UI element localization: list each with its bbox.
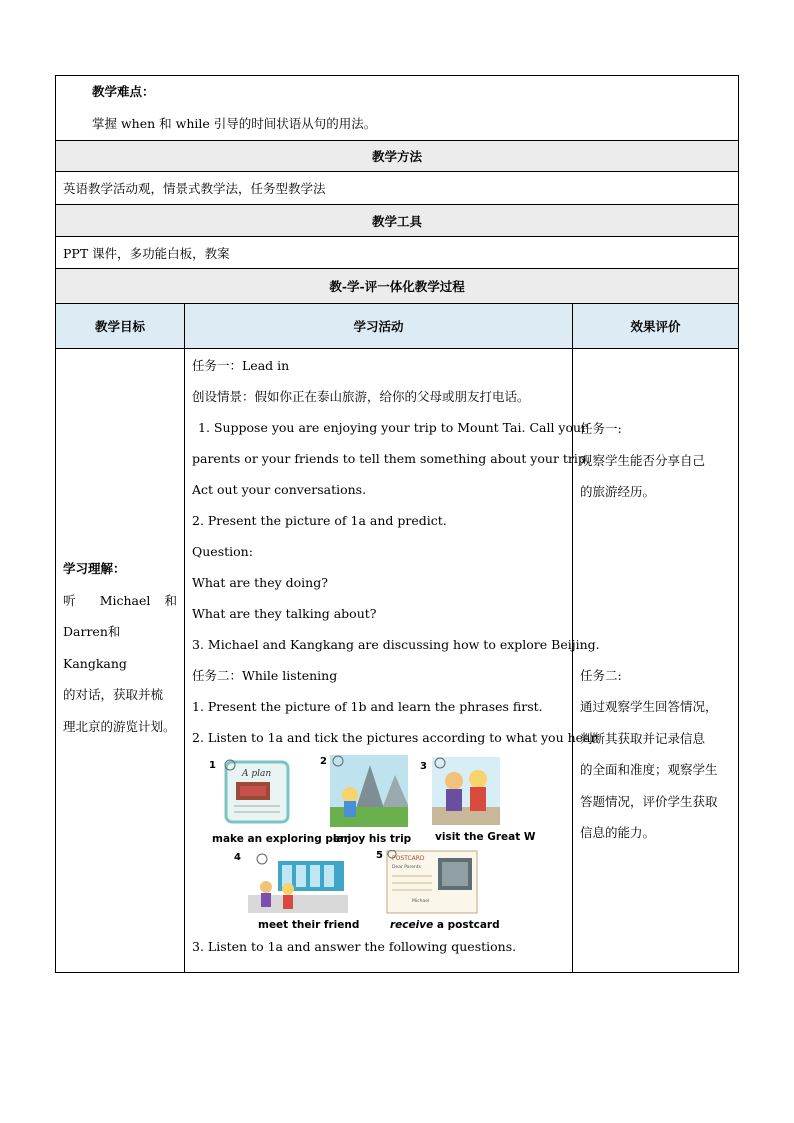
difficulty-text: 掌握 when 和 while 引导的时间状语从句的用法。 — [92, 116, 377, 131]
tools-text: PPT 课件，多功能白板，教案 — [56, 237, 739, 269]
meet-friend-picture — [248, 851, 348, 913]
process-header: 教-学-评一体化教学过程 — [56, 269, 739, 304]
eval-task2-line4: 答题情况，评价学生获取 — [580, 793, 718, 809]
step1-line1: 1. Suppose you are enjoying your trip to Mount Tai. Call your — [198, 420, 588, 435]
evaluation-cell — [573, 349, 739, 973]
step3: 3. Michael and Kangkang are discussing how to explore Beijing. — [192, 637, 600, 652]
picture-4-caption: meet their friend — [258, 919, 360, 931]
methods-header-row — [56, 141, 739, 172]
great-wall-picture — [432, 757, 500, 825]
question-1: What are they doing? — [192, 575, 328, 590]
objective-title: 学习理解： — [63, 561, 126, 576]
picture-3-caption: visit the Great W — [435, 831, 536, 843]
col-evaluation-header: 效果评价 — [573, 304, 739, 349]
task1-context: 创设情景：假如你正在泰山旅游，给你的父母或朋友打电话。 — [192, 389, 530, 404]
t2-step3: 3. Listen to 1a and answer the following questions. — [192, 939, 517, 954]
task2-title: 任务二：While listening — [192, 668, 338, 683]
objective-line-4: 理北京的游览计划。 — [63, 718, 176, 734]
step1-line3: Act out your conversations. — [192, 482, 367, 497]
t2-step1: 1. Present the picture of 1b and learn the phrases first. — [192, 699, 543, 714]
col-activity-header: 学习活动 — [185, 304, 573, 349]
methods-text: 英语教学活动观，情景式教学法，任务型教学法 — [56, 172, 739, 205]
eval-task2-title: 任务二: — [580, 667, 622, 683]
eval-task2-line1: 通过观察学生回答情况， — [580, 699, 718, 714]
activity-cell — [185, 349, 600, 973]
objective-line-1: 听 Michael 和 — [63, 592, 177, 608]
picture-2-number: 2 — [320, 756, 327, 767]
postcard-title: POSTCARD — [392, 855, 425, 862]
eval-task1-line1: 观察学生能否分享自己 — [580, 452, 706, 468]
process-header-row — [56, 269, 739, 304]
t2-step2: 2. Listen to 1a and tick the pictures according to what you hear. — [192, 730, 600, 745]
plan-text: A plan — [242, 769, 272, 779]
tools-row — [56, 237, 739, 269]
postcard-signature: Michael — [412, 899, 430, 904]
picture-set — [192, 753, 565, 931]
postcard-greeting: Dear Parents — [392, 865, 422, 870]
methods-header: 教学方法 — [56, 141, 739, 172]
eval-task1-line2: 的旅游经历。 — [580, 484, 656, 499]
methods-row — [56, 172, 739, 205]
tools-header: 教学工具 — [56, 205, 739, 237]
task1-title: 任务一：Lead in — [192, 358, 290, 373]
picture-4-number: 4 — [234, 852, 241, 863]
tools-header-row — [56, 205, 739, 237]
picture-1-caption: make an exploring plan — [212, 833, 352, 845]
eval-task2-line5: 信息的能力。 — [580, 825, 656, 840]
picture-5-caption-rest: a postcard — [433, 919, 500, 931]
picture-1-number: 1 — [209, 760, 216, 771]
eval-spacer — [580, 508, 731, 660]
eval-task2-line3: 的全面和准度；观察学生 — [580, 762, 718, 777]
objective-line-3: 的对话，获取并梳 — [63, 687, 164, 702]
postcard-picture — [386, 850, 478, 914]
objective-line-2: Darren和Kangkang — [63, 624, 127, 671]
picture-5-number: 5 — [376, 850, 383, 861]
step1-line2: parents or your friends to tell them something about your trip. — [192, 451, 590, 466]
picture-3-number: 3 — [420, 761, 427, 772]
column-header-row — [56, 304, 739, 349]
mountain-trip-picture — [330, 755, 408, 827]
lesson-plan-sheet — [55, 75, 738, 973]
eval-task1-title: 任务一: — [580, 421, 622, 436]
process-row — [56, 349, 739, 973]
eval-task2-line2: 判断其获取并记录信息 — [580, 730, 706, 746]
difficulty-cell — [56, 76, 739, 141]
picture-5-caption-em: receive — [390, 919, 434, 931]
difficulty-row — [56, 76, 739, 141]
plan-notebook-picture — [222, 756, 294, 828]
col-objective-header: 教学目标 — [56, 304, 185, 349]
difficulty-title: 教学难点： — [92, 84, 155, 99]
step2: 2. Present the picture of 1a and predict. — [192, 513, 447, 528]
question-2: What are they talking about? — [192, 606, 377, 621]
objective-cell — [56, 349, 185, 973]
question-label: Question: — [192, 544, 253, 559]
picture-5-caption — [390, 919, 500, 931]
lesson-plan-table — [55, 75, 739, 973]
picture-2-caption: enjoy his trip — [333, 833, 412, 845]
